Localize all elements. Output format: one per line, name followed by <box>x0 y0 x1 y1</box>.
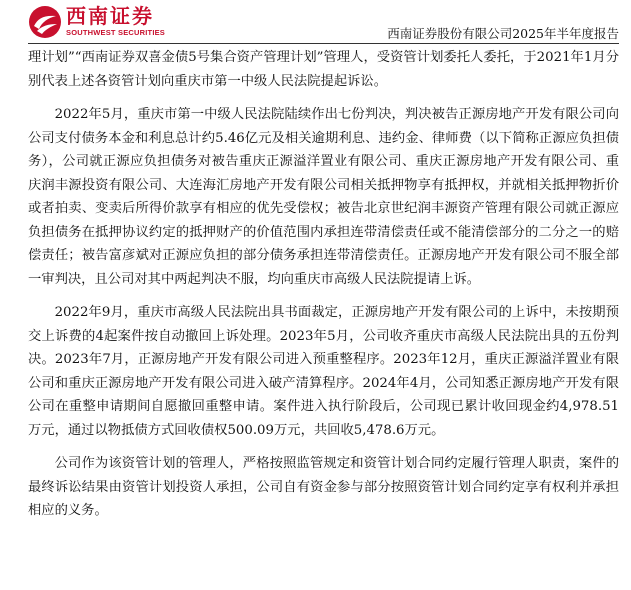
southwest-securities-logo-icon <box>28 5 62 39</box>
paragraph-appeal-2022-09: 2022年9月，重庆市高级人民法院出具书面裁定，正源房地产开发有限公司的上诉中，未按期预交上诉费的4起案件按自动撤回上诉处理。2023年5月，公司收齐重庆市高级人民法院出具的五份判决。2023年7月，正源房地产开发有限公司进入预重整程序。2023年12月，重庆正源溢洋置业有限公司和重庆正源房地产开发有限公司进入破产清算程序。2024年4月，公司知悉正源房地产开发有限公司在重整申请期间自愿撤回重整申请。案件进入执行阶段后，公司现已累计收回现金约4,978.51万元，通过以物抵债方式回收债权500.09万元，共回收5,478.6万元。 <box>28 305 619 438</box>
report-title: 西南证券股份有限公司2025年半年度报告 <box>387 26 619 41</box>
logo-english-name: SOUTHWEST SECURITIES <box>66 28 166 37</box>
document-body <box>28 46 619 533</box>
paragraph-manager-duty: 公司作为该资管计划的管理人，严格按照监管规定和资管计划合同约定履行管理人职责，案件的最终诉讼结果由资管计划投资人承担，公司自有资金参与部分按照资管计划合同约定享有权利并承担相应的义务。 <box>28 456 619 518</box>
page-header <box>0 0 631 44</box>
header-divider <box>28 43 619 44</box>
paragraph-judgment-2022-05: 2022年5月，重庆市第一中级人民法院陆续作出七份判决，判决被告正源房地产开发有限公司向公司支付债务本金和利息总计约5.46亿元及相关逾期利息、违约金、律师费（以下简称正源应负担债务），公司就正源应负担债务对被告重庆正源溢洋置业有限公司、重庆正源房地产开发有限公司、重庆润丰源投资有限公司、大连海汇房地产开发有限公司相关抵押物享有抵押权，并就相关抵押物折价或者拍卖、变卖后所得价款享有相应的优先受偿权；被告北京世纪润丰源资产管理有限公司就正源应负担债务在抵押协议约定的抵押财产的价值范围内承担连带清偿责任或不能清偿部分的二分之一的赔偿责任；被告富彦斌对正源应负担的部分债务承担连带清偿责任。正源房地产开发有限公司不服全部一审判决，且公司对其中两起判决不服，均向重庆市高级人民法院提请上诉。 <box>28 107 619 287</box>
company-logo <box>28 3 178 41</box>
logo-chinese-name: 西南证券 <box>66 4 154 28</box>
paragraph-continuation: 理计划”“西南证券双喜金债5号集合资产管理计划”管理人，受资管计划委托人委托，于2021年1月分别代表上述各资管计划向重庆市第一中级人民法院提起诉讼。 <box>28 50 619 89</box>
